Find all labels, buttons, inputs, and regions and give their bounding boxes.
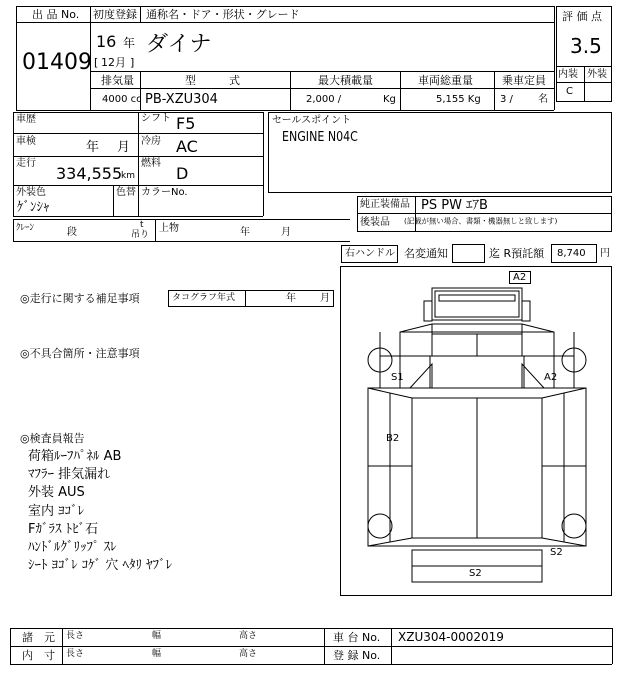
interior-grade: C [566,86,573,97]
mirror-right [522,301,530,321]
mileage-unit: km [121,171,135,181]
lot-label: 出 品 No. [32,8,80,21]
first-reg-label: 初度登録 [93,8,137,21]
fuel-label: 燃料 [141,158,161,169]
cab-roof-panel [439,295,515,301]
rule [62,628,63,664]
length-label: 長さ [66,631,85,641]
rule [263,112,264,216]
capacity-value: 3 / [500,94,513,105]
gross-weight-label: 車両総重量 [418,74,473,87]
rule [10,628,11,664]
interior-dim-label: 内 寸 [22,649,55,662]
rule [13,241,350,242]
height-label: 高さ [239,631,258,641]
inspection-month-unit: 月 [117,140,131,155]
rule [494,71,495,110]
car-name: ダイナ [146,32,212,57]
std-equip-label: 純正装備品 [360,199,410,210]
chassis-value: XZU304-0002019 [398,630,504,644]
right-handle-label: 右ハンドル [345,248,395,259]
cab-window-left [410,364,432,388]
rule [16,6,17,110]
upper-month-unit: 月 [281,227,291,238]
capacity-label: 乗車定員 [502,74,546,87]
rule [612,628,613,664]
rule [16,22,554,23]
chassis-label: 車 台 No. [333,631,381,644]
spec-row-label: 諸 元 [22,631,55,644]
exterior-label: 外装 [587,69,607,80]
rule [13,219,350,220]
length-label: 長さ [66,649,85,659]
tacho-month-unit: 月 [320,293,330,304]
std-equip-value: PS PW ｴｱB [421,198,488,213]
aftermarket-label: 後装品 [360,217,390,228]
rule [391,628,392,664]
gross-weight-value: 5,155 Kg [436,94,481,105]
score-value: 3.5 [570,34,602,58]
wheel-rear-left [368,514,392,538]
month-bracket-close: ] [130,56,135,69]
rule [138,112,139,185]
color-no-label: 色替 [116,187,136,198]
crane-tons-label: t [140,220,144,230]
rule [155,219,156,241]
displacement-value: 4000 cc [102,94,142,105]
reg-year: 16 [96,32,117,51]
ac-label: 冷房 [141,136,161,147]
rule [138,185,139,216]
inspector-report-line: 外装 AUS [28,485,85,500]
shift-label: シフト [141,113,171,124]
damage-mark: S1 [391,372,404,383]
rule [16,6,554,7]
rule [554,6,555,110]
tacho-label: タコグラフ年式 [172,293,236,303]
model-code: PB-XZU304 [145,92,218,107]
sales-point-value: ENGINE N04C [282,130,358,145]
rule [357,213,612,214]
damage-mark: A2 [544,372,558,383]
lot-number: 01409 [22,50,92,75]
mileage-label: 走行 [16,158,36,169]
rule [290,71,291,110]
cab-roof [432,288,522,320]
mirror-left [424,301,432,321]
width-label: 幅 [152,649,162,659]
height-label: 高さ [239,649,258,659]
truck-outline-svg [340,266,612,596]
rule [10,628,612,629]
r-unit: 円 [600,248,610,259]
color-number-label: カラーNo. [141,187,188,198]
rule [16,110,554,111]
rule [13,219,14,241]
inspection-label: 車検 [16,136,36,147]
inspector-report-line: ﾊﾝﾄﾞﾙｸﾞﾘｯﾌﾟ ｽﾚ [28,540,117,555]
damage-mark: S2 [469,568,482,579]
inspector-report-line: 室内 ﾖｺﾞﾚ [28,504,85,519]
mileage-value: 334,555 [56,164,123,183]
max-load-unit: Kg [383,94,396,105]
inspector-report-line: 荷箱ﾙｰﾌﾊﾟﾈﾙ AB [28,449,122,464]
rule [90,88,554,89]
wheel-rear-right [562,514,586,538]
exterior-color-label: 外装色 [16,187,46,198]
crane-suspend-label: 吊り [131,230,150,240]
driving-remarks-heading: ◎走行に関する補足事項 [20,292,140,305]
reg-month-unit: 月 [115,56,126,69]
crane-steps-label: 段 [67,227,77,238]
inspector-report-line: ｼｰﾄ ﾖｺﾞﾚ ｺｹﾞ 穴 ﾍﾀﾘ ﾔﾌﾞﾚ [28,558,173,573]
aftermarket-note: (記載が無い場合、書類・機器無しと致します) [404,217,558,227]
rule [400,71,401,110]
rule [13,216,263,217]
exterior-color-value: ｹﾞﾝｼｬ [17,200,50,215]
rule [415,196,416,232]
inspector-report-line: ﾏﾌﾗｰ 排気漏れ [28,467,111,482]
name-change-box [452,244,485,263]
shift-value: F5 [176,114,196,133]
reg-no-label: 登 録 No. [333,649,381,662]
tacho-year-unit: 年 [286,293,296,304]
ac-value: AC [176,137,198,156]
upper-year-unit: 年 [240,227,250,238]
upper-label: 上物 [159,223,179,234]
width-label: 幅 [152,631,162,641]
rule [10,646,612,647]
displacement-label: 排気量 [101,74,134,87]
defect-heading: ◎不具合箇所・注意事項 [20,347,140,360]
cab-window-right [522,364,544,388]
max-load-label: 最大積載量 [318,74,373,87]
crane-label: ｸﾚｰﾝ [16,223,35,233]
rule [245,290,246,307]
damage-mark: A2 [513,272,527,283]
reg-year-unit: 年 [123,36,136,50]
history-label: 車歴 [16,114,36,125]
damage-mark: S2 [550,547,563,558]
fuel-value: D [176,164,189,183]
inspector-report-line: Fｶﾞﾗｽ ﾄﾋﾞ石 [28,522,99,537]
rule [13,112,14,216]
damage-mark: B2 [386,433,400,444]
inspector-heading: ◎検査員報告 [20,432,85,445]
capacity-unit: 名 [538,94,548,105]
rule [113,185,114,216]
name-change-label: 名変通知 [404,247,448,260]
rule [584,66,585,102]
rule [90,71,554,72]
max-load-value: 2,000 / [306,94,342,105]
month-bracket-open: [ [94,56,99,69]
reg-month: 12 [101,56,115,69]
interior-label: 内装 [558,69,578,80]
r-amount: 8,740 [557,248,586,259]
rule [10,664,612,665]
rule [140,6,141,22]
sales-point-label: セールスポイント [272,115,352,126]
r-section-label: 迄 R預託額 [489,247,545,260]
inspection-year-unit: 年 [86,140,100,155]
rule [324,628,325,664]
score-label: 評 価 点 [562,10,602,23]
name-label: 通称名・ドア・形状・グレード [146,8,300,21]
model-label: 型 式 [185,74,240,87]
